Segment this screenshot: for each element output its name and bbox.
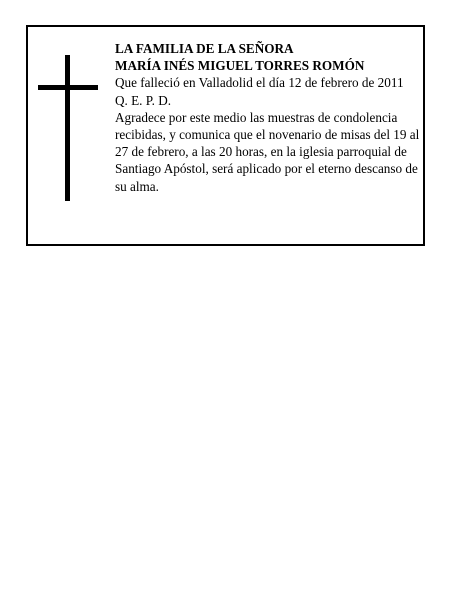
- notice-body: Agradece por este medio las muestras de condolencia recibidas, y comunica que el novenario de misas del 19 al 27 de febrero, a las 20 horas, en la iglesia parroquial de Santiago Apóstol, será aplicado por el eterno descanso de su alma.: [115, 109, 420, 194]
- obituary-notice: [26, 25, 425, 246]
- notice-heading-name: MARÍA INÉS MIGUEL TORRES ROMÓN: [115, 58, 365, 74]
- cross-icon: [38, 55, 98, 201]
- notice-heading-family: LA FAMILIA DE LA SEÑORA: [115, 41, 294, 56]
- notice-text: [115, 40, 420, 195]
- cross-vertical-bar: [65, 55, 70, 201]
- cross-horizontal-bar: [38, 85, 98, 90]
- notice-death-line: Que falleció en Valladolid el día 12 de febrero de 2011: [115, 75, 404, 91]
- notice-qepd: Q. E. P. D.: [115, 92, 172, 108]
